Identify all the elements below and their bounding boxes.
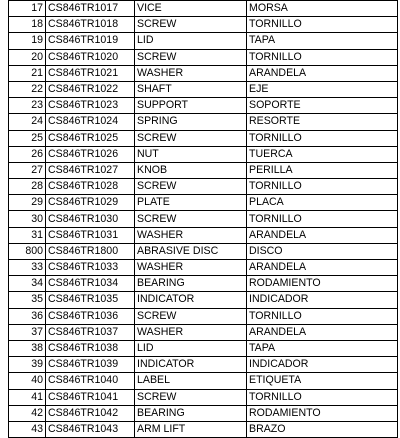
cell-description-english[interactable]: BEARING bbox=[135, 405, 247, 421]
cell-item-number[interactable]: 43 bbox=[9, 421, 46, 437]
table-row bbox=[9, 292, 398, 308]
cell-description-spanish[interactable]: EJE bbox=[247, 81, 398, 97]
cell-description-spanish[interactable]: PLACA bbox=[247, 195, 398, 211]
cell-description-spanish[interactable]: TAPA bbox=[247, 340, 398, 356]
cell-description-english[interactable]: INDICATOR bbox=[135, 292, 247, 308]
cell-part-code[interactable]: CS846TR1035 bbox=[46, 292, 135, 308]
cell-description-english[interactable]: SCREW bbox=[135, 130, 247, 146]
parts-table-body bbox=[9, 1, 398, 438]
cell-part-code[interactable]: CS846TR1033 bbox=[46, 260, 135, 276]
cell-part-code[interactable]: CS846TR1031 bbox=[46, 227, 135, 243]
cell-part-code[interactable]: CS846TR1026 bbox=[46, 146, 135, 162]
cell-description-spanish[interactable]: ETIQUETA bbox=[247, 373, 398, 389]
table-row bbox=[9, 308, 398, 324]
cell-item-number[interactable]: 25 bbox=[9, 130, 46, 146]
cell-description-spanish[interactable]: TORNILLO bbox=[247, 17, 398, 33]
cell-description-spanish[interactable]: INDICADOR bbox=[247, 357, 398, 373]
cell-part-code[interactable]: CS846TR1041 bbox=[46, 389, 135, 405]
cell-part-code[interactable]: CS846TR1034 bbox=[46, 276, 135, 292]
cell-part-code[interactable]: CS846TR1037 bbox=[46, 324, 135, 340]
cell-item-number[interactable]: 18 bbox=[9, 17, 46, 33]
cell-description-spanish[interactable]: TUERCA bbox=[247, 146, 398, 162]
cell-item-number[interactable]: 21 bbox=[9, 65, 46, 81]
cell-description-english[interactable]: WASHER bbox=[135, 227, 247, 243]
cell-item-number[interactable]: 42 bbox=[9, 405, 46, 421]
cell-item-number[interactable]: 27 bbox=[9, 162, 46, 178]
cell-description-english[interactable]: SUPPORT bbox=[135, 98, 247, 114]
cell-description-english[interactable]: VICE bbox=[135, 1, 247, 17]
cell-description-spanish[interactable]: TORNILLO bbox=[247, 49, 398, 65]
cell-item-number[interactable]: 22 bbox=[9, 81, 46, 97]
cell-item-number[interactable]: 20 bbox=[9, 49, 46, 65]
cell-part-code[interactable]: CS846TR1020 bbox=[46, 49, 135, 65]
table-row bbox=[9, 340, 398, 356]
cell-description-english[interactable]: INDICATOR bbox=[135, 357, 247, 373]
cell-description-english[interactable]: NUT bbox=[135, 146, 247, 162]
table-row bbox=[9, 195, 398, 211]
cell-description-english[interactable]: SCREW bbox=[135, 389, 247, 405]
table-row bbox=[9, 357, 398, 373]
cell-part-code[interactable]: CS846TR1018 bbox=[46, 17, 135, 33]
cell-description-spanish[interactable]: RODAMIENTO bbox=[247, 405, 398, 421]
cell-description-english[interactable]: SCREW bbox=[135, 179, 247, 195]
cell-part-code[interactable]: CS846TR1040 bbox=[46, 373, 135, 389]
cell-description-spanish[interactable]: ARANDELA bbox=[247, 260, 398, 276]
table-row bbox=[9, 33, 398, 49]
table-row bbox=[9, 243, 398, 259]
cell-part-code[interactable]: CS846TR1042 bbox=[46, 405, 135, 421]
cell-part-code[interactable]: CS846TR1030 bbox=[46, 211, 135, 227]
cell-description-english[interactable]: ARM LIFT bbox=[135, 421, 247, 437]
cell-part-code[interactable]: CS846TR1021 bbox=[46, 65, 135, 81]
table-row bbox=[9, 276, 398, 292]
cell-item-number[interactable]: 37 bbox=[9, 324, 46, 340]
table-row bbox=[9, 260, 398, 276]
table-row bbox=[9, 146, 398, 162]
cell-description-english[interactable]: SCREW bbox=[135, 17, 247, 33]
cell-description-spanish[interactable]: TORNILLO bbox=[247, 130, 398, 146]
table-row bbox=[9, 421, 398, 437]
cell-item-number[interactable]: 35 bbox=[9, 292, 46, 308]
cell-item-number[interactable]: 800 bbox=[9, 243, 46, 259]
cell-description-english[interactable]: LID bbox=[135, 340, 247, 356]
cell-description-spanish[interactable]: BRAZO bbox=[247, 421, 398, 437]
table-row bbox=[9, 373, 398, 389]
cell-item-number[interactable]: 23 bbox=[9, 98, 46, 114]
cell-item-number[interactable]: 40 bbox=[9, 373, 46, 389]
cell-part-code[interactable]: CS846TR1043 bbox=[46, 421, 135, 437]
cell-part-code[interactable]: CS846TR1038 bbox=[46, 340, 135, 356]
table-row bbox=[9, 162, 398, 178]
cell-item-number[interactable]: 26 bbox=[9, 146, 46, 162]
table-row bbox=[9, 98, 398, 114]
table-row bbox=[9, 130, 398, 146]
cell-description-english[interactable]: SHAFT bbox=[135, 81, 247, 97]
cell-description-english[interactable]: BEARING bbox=[135, 276, 247, 292]
table-row bbox=[9, 114, 398, 130]
cell-part-code[interactable]: CS846TR1025 bbox=[46, 130, 135, 146]
cell-description-english[interactable]: PLATE bbox=[135, 195, 247, 211]
table-row bbox=[9, 49, 398, 65]
table-row bbox=[9, 211, 398, 227]
cell-item-number[interactable]: 41 bbox=[9, 389, 46, 405]
parts-table bbox=[8, 0, 398, 438]
cell-description-spanish[interactable]: ARANDELA bbox=[247, 65, 398, 81]
cell-description-english[interactable]: KNOB bbox=[135, 162, 247, 178]
table-row bbox=[9, 405, 398, 421]
cell-part-code[interactable]: CS846TR1019 bbox=[46, 33, 135, 49]
table-row bbox=[9, 65, 398, 81]
cell-description-spanish[interactable]: INDICADOR bbox=[247, 292, 398, 308]
cell-item-number[interactable]: 33 bbox=[9, 260, 46, 276]
table-row bbox=[9, 389, 398, 405]
cell-description-spanish[interactable]: ARANDELA bbox=[247, 227, 398, 243]
cell-description-spanish[interactable]: SOPORTE bbox=[247, 98, 398, 114]
cell-description-english[interactable]: WASHER bbox=[135, 65, 247, 81]
cell-description-spanish[interactable]: TORNILLO bbox=[247, 179, 398, 195]
cell-description-english[interactable]: SCREW bbox=[135, 308, 247, 324]
cell-description-english[interactable]: ABRASIVE DISC bbox=[135, 243, 247, 259]
cell-part-code[interactable]: CS846TR1029 bbox=[46, 195, 135, 211]
cell-part-code[interactable]: CS846TR1017 bbox=[46, 1, 135, 17]
cell-description-english[interactable]: WASHER bbox=[135, 260, 247, 276]
table-row bbox=[9, 81, 398, 97]
cell-item-number[interactable]: 24 bbox=[9, 114, 46, 130]
cell-item-number[interactable]: 38 bbox=[9, 340, 46, 356]
cell-description-spanish[interactable]: TORNILLO bbox=[247, 389, 398, 405]
cell-description-spanish[interactable]: TORNILLO bbox=[247, 308, 398, 324]
cell-description-spanish[interactable]: MORSA bbox=[247, 1, 398, 17]
cell-description-english[interactable]: LID bbox=[135, 33, 247, 49]
cell-part-code[interactable]: CS846TR1023 bbox=[46, 98, 135, 114]
cell-description-english[interactable]: WASHER bbox=[135, 324, 247, 340]
cell-description-spanish[interactable]: RESORTE bbox=[247, 114, 398, 130]
table-row bbox=[9, 324, 398, 340]
cell-part-code[interactable]: CS846TR1027 bbox=[46, 162, 135, 178]
cell-item-number[interactable]: 34 bbox=[9, 276, 46, 292]
cell-description-spanish[interactable]: ARANDELA bbox=[247, 324, 398, 340]
cell-item-number[interactable]: 19 bbox=[9, 33, 46, 49]
cell-part-code[interactable]: CS846TR1024 bbox=[46, 114, 135, 130]
cell-description-spanish[interactable]: RODAMIENTO bbox=[247, 276, 398, 292]
cell-part-code[interactable]: CS846TR1800 bbox=[46, 243, 135, 259]
cell-item-number[interactable]: 30 bbox=[9, 211, 46, 227]
cell-description-spanish[interactable]: TORNILLO bbox=[247, 211, 398, 227]
cell-part-code[interactable]: CS846TR1022 bbox=[46, 81, 135, 97]
table-row bbox=[9, 179, 398, 195]
cell-part-code[interactable]: CS846TR1039 bbox=[46, 357, 135, 373]
cell-description-english[interactable]: SPRING bbox=[135, 114, 247, 130]
cell-description-english[interactable]: SCREW bbox=[135, 49, 247, 65]
cell-item-number[interactable]: 29 bbox=[9, 195, 46, 211]
cell-description-english[interactable]: SCREW bbox=[135, 211, 247, 227]
cell-item-number[interactable]: 36 bbox=[9, 308, 46, 324]
cell-part-code[interactable]: CS846TR1036 bbox=[46, 308, 135, 324]
table-row bbox=[9, 1, 398, 17]
cell-description-spanish[interactable]: PERILLA bbox=[247, 162, 398, 178]
cell-description-spanish[interactable]: TAPA bbox=[247, 33, 398, 49]
cell-item-number[interactable]: 17 bbox=[9, 1, 46, 17]
cell-description-english[interactable]: LABEL bbox=[135, 373, 247, 389]
cell-item-number[interactable]: 28 bbox=[9, 179, 46, 195]
table-row bbox=[9, 17, 398, 33]
cell-item-number[interactable]: 31 bbox=[9, 227, 46, 243]
cell-item-number[interactable]: 39 bbox=[9, 357, 46, 373]
table-row bbox=[9, 227, 398, 243]
cell-description-spanish[interactable]: DISCO bbox=[247, 243, 398, 259]
cell-part-code[interactable]: CS846TR1028 bbox=[46, 179, 135, 195]
